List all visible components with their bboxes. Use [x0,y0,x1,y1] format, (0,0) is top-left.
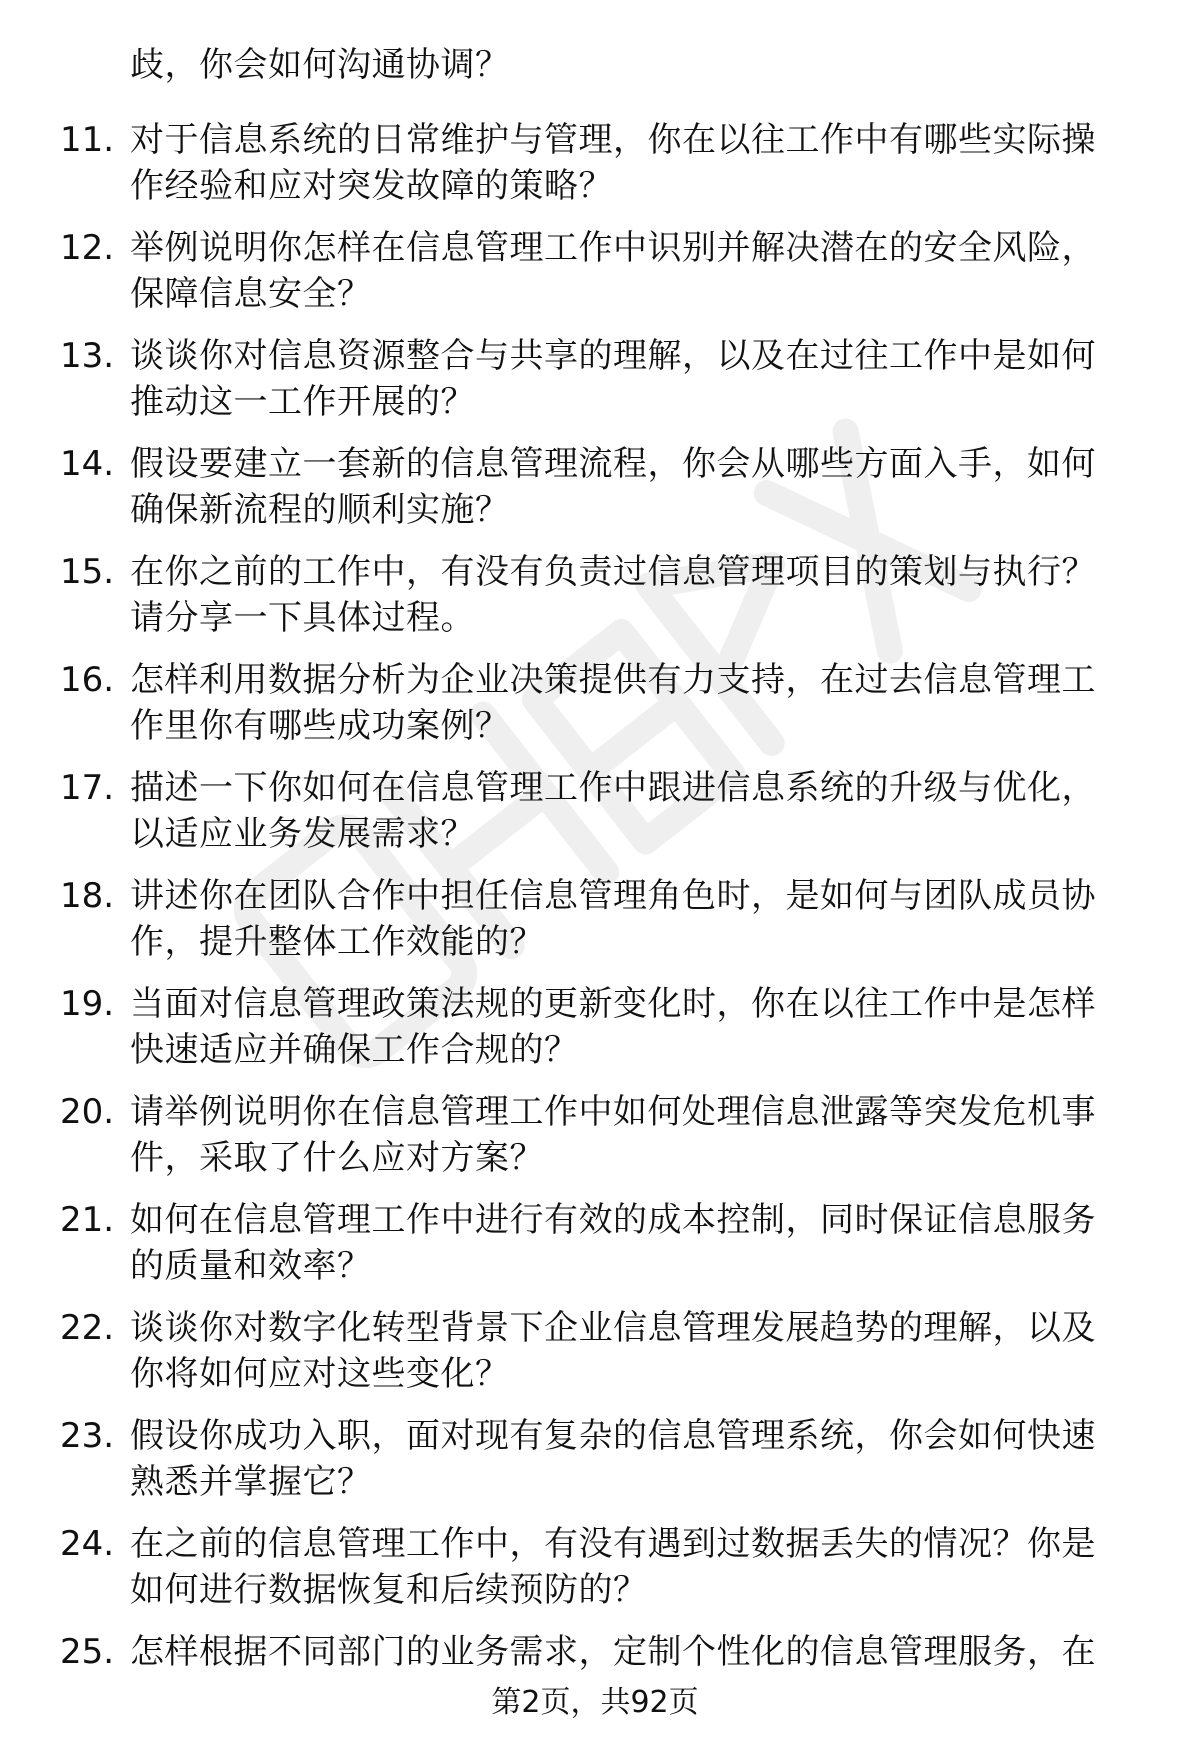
question-text-line: 在你之前的工作中，有没有负责过信息管理项目的策划与执行？ [130,552,1096,592]
question-number: 11. [60,120,115,160]
question-text [130,1089,1140,1181]
question-text [130,441,1140,533]
question-number: 18. [60,876,115,916]
question-text-line: 怎样根据不同部门的业务需求，定制个性化的信息管理服务，在 [130,1632,1096,1672]
question-text-line: 假设你成功入职，面对现有复杂的信息管理系统，你会如何快速 [130,1416,1096,1456]
page-number-footer: 第2页，共92页 [491,1685,699,1720]
question-number: 25. [60,1632,115,1672]
question-item [0,549,1190,657]
question-number: 19. [60,984,115,1024]
question-text [130,1305,1140,1397]
question-text-line: 假设要建立一套新的信息管理流程，你会从哪些方面入手，如何 [130,444,1096,484]
question-text [130,981,1140,1073]
question-item [0,981,1190,1089]
question-text [130,765,1140,857]
question-text-line: 如何进行数据恢复和后续预防的？ [130,1570,648,1610]
question-number: 17. [60,768,115,808]
question-text [130,1197,1140,1289]
question-item [0,333,1190,441]
question-number: 21. [60,1200,115,1240]
question-number: 16. [60,660,115,700]
question-text-line: 保障信息安全？ [130,274,372,314]
question-number: 12. [60,228,115,268]
question-text-line: 作经验和应对突发故障的策略？ [130,166,613,206]
question-text-line: 举例说明你怎样在信息管理工作中识别并解决潜在的安全风险， [130,228,1096,268]
question-item [0,1521,1190,1629]
question-text [130,333,1140,425]
question-text-line: 确保新流程的顺利实施？ [130,490,510,530]
question-text [130,1521,1140,1613]
question-text-line: 以适应业务发展需求？ [130,814,475,854]
question-text-line: 请举例说明你在信息管理工作中如何处理信息泄露等突发危机事 [130,1092,1096,1132]
question-text-line: 熟悉并掌握它？ [130,1462,372,1502]
question-text-line: 如何在信息管理工作中进行有效的成本控制，同时保证信息服务 [130,1200,1096,1240]
question-item [0,441,1190,549]
question-text-line: 作里你有哪些成功案例？ [130,706,510,746]
question-number: 22. [60,1308,115,1348]
question-item [0,1305,1190,1413]
question-item [0,225,1190,333]
question-text-line: 讲述你在团队合作中担任信息管理角色时，是如何与团队成员协 [130,876,1096,916]
question-number: 13. [60,336,115,376]
question-text-line: 在之前的信息管理工作中，有没有遇到过数据丢失的情况？你是 [130,1524,1096,1564]
question-number: 14. [60,444,115,484]
question-number: 23. [60,1416,115,1456]
question-text [130,549,1140,641]
question-text [130,873,1140,965]
question-text-line: 当面对信息管理政策法规的更新变化时，你在以往工作中是怎样 [130,984,1096,1024]
question-text-line: 作，提升整体工作效能的？ [130,922,544,962]
question-item [0,873,1190,981]
question-text [130,225,1140,317]
question-text-line: 描述一下你如何在信息管理工作中跟进信息系统的升级与优化， [130,768,1096,808]
question-list [0,117,1190,1737]
question-item [0,117,1190,225]
question-item [0,1089,1190,1197]
question-text-line: 件，采取了什么应对方案？ [130,1138,544,1178]
question-item [0,657,1190,765]
question-text-line: 你将如何应对这些变化？ [130,1354,510,1394]
question-text [130,1629,1140,1675]
question-text-line: 快速适应并确保工作合规的？ [130,1030,579,1070]
question-text-line: 谈谈你对信息资源整合与共享的理解，以及在过往工作中是如何 [130,336,1096,376]
question-item [0,1197,1190,1305]
question-text-line: 对于信息系统的日常维护与管理，你在以往工作中有哪些实际操 [130,120,1096,160]
question-number: 24. [60,1524,115,1564]
question-item [0,765,1190,873]
question-number: 20. [60,1092,115,1132]
question-text-line: 推动这一工作开展的？ [130,382,475,422]
question-text [130,117,1140,209]
question-item [0,1413,1190,1521]
question-text-line: 的质量和效率？ [130,1246,372,1286]
question-text-line: 谈谈你对数字化转型背景下企业信息管理发展趋势的理解，以及 [130,1308,1096,1348]
question-number: 15. [60,552,115,592]
question-text-line: 请分享一下具体过程。 [130,598,475,638]
question-text [130,657,1140,749]
question-text [130,1413,1140,1505]
question-text-line: 怎样利用数据分析为企业决策提供有力支持，在过去信息管理工 [130,660,1096,700]
continued-question-text: 歧，你会如何沟通协调？ [130,45,510,85]
